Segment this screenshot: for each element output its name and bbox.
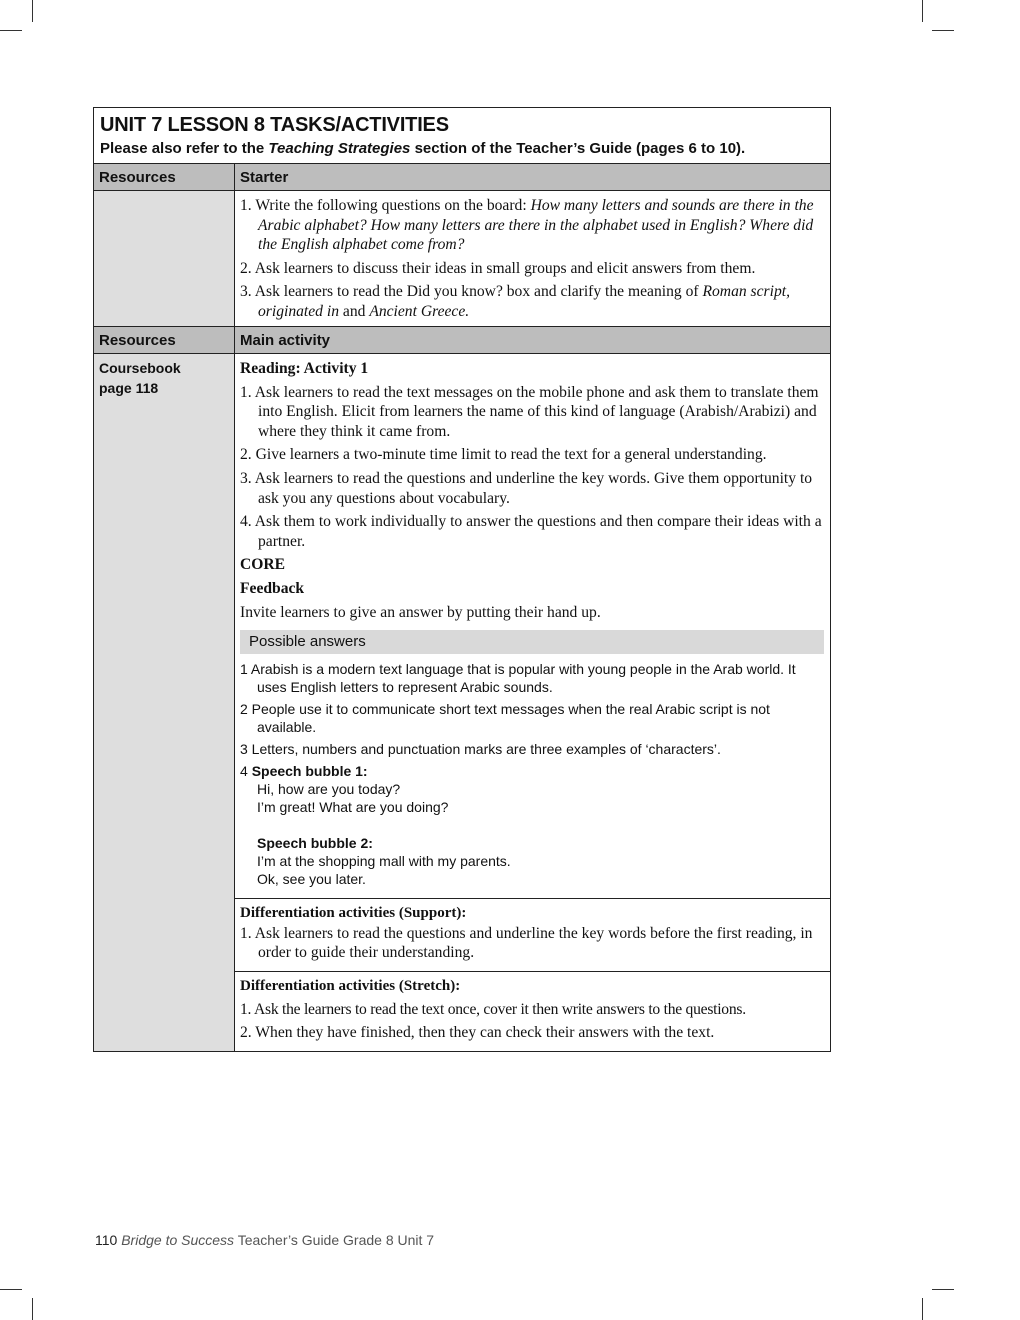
page-footer [95, 1232, 434, 1248]
text: and [339, 302, 370, 320]
list-item [240, 259, 824, 279]
em: Ancient Greece. [369, 302, 470, 320]
resources-header: Resources [94, 164, 235, 190]
crop-mark [922, 0, 923, 22]
resources-header: Resources [94, 327, 235, 353]
list-item: 2. Give learners a two-minute time limit to read the text for a general understanding. [240, 446, 767, 464]
num: 1. [240, 197, 256, 214]
list-item: 1. Ask learners to read the text messages on the mobile phone and ask them to translate them into English. Elicit from learners the name of this kind of language (Arabish/Arabizi) and where they think it came from. [240, 383, 819, 440]
activity-title: Reading: Activity 1 [240, 360, 369, 377]
line: Ok, see you later. [257, 871, 366, 888]
text: Write the following questions on the board: [255, 197, 531, 214]
coursebook-ref [94, 354, 234, 402]
text: Ask learners to discuss their ideas in small groups and elicit answers from them. [254, 259, 756, 277]
footer-text: Teacher’s Guide Grade 8 Unit 7 [234, 1232, 435, 1248]
line: I’m great! What are you doing? [257, 799, 449, 816]
stretch-section [235, 971, 830, 1051]
starter-row [94, 191, 830, 327]
title-block [94, 108, 830, 164]
book-title: Bridge to Success [121, 1232, 235, 1248]
support-title: Differentiation activities (Support): [240, 905, 467, 922]
page-number: 110 [95, 1232, 118, 1248]
main-row [94, 354, 830, 1051]
starter-header-row [94, 164, 830, 191]
bubble-title: Speech bubble 2: [257, 835, 373, 852]
num: 2. [240, 259, 255, 277]
crop-mark [922, 1298, 923, 1320]
stretch-title: Differentiation activities (Stretch): [240, 977, 461, 994]
em: Roman script, originated in [258, 283, 790, 320]
support-section [235, 898, 830, 971]
starter-content [235, 191, 830, 326]
list-item [240, 196, 824, 255]
starter-header: Starter [240, 169, 289, 186]
num: 3. [240, 283, 255, 301]
main-header-row [94, 327, 830, 354]
list-item: 3. Ask learners to read the questions and underline the key words. Give them opportunity to ask you any questions about vocabulary. [240, 469, 813, 507]
answer-item: 2 People use it to communicate short text messages when the real Arabic script is not available. [240, 701, 770, 736]
subtitle-post: section of the Teacher’s Guide (pages 6 to 10). [410, 140, 746, 157]
crop-mark [32, 0, 33, 22]
list-item [240, 282, 824, 321]
feedback-text: Invite learners to give an answer by putting their hand up. [240, 603, 601, 621]
list-item: 4. Ask them to work individually to answer the questions and then compare their ideas with a partner. [240, 513, 822, 550]
page-title: UNIT 7 LESSON 8 TASKS/ACTIVITIES [100, 114, 449, 136]
answer-item: 1 Arabish is a modern text language that is popular with young people in the Arab world. It uses English letters to represent Arabic sounds. [240, 661, 796, 696]
list-item: 2. When they have finished, then they can check their answers with the text. [240, 1024, 715, 1042]
crop-mark [32, 1298, 33, 1320]
list-item: 1. Ask the learners to read the text once, cover it then write answers to the questions. [240, 1000, 746, 1018]
list-item: 1. Ask learners to read the questions and underline the key words before the first reading, in order to guide their understanding. [240, 924, 813, 962]
crop-mark [0, 1289, 22, 1290]
starter-resources [94, 191, 235, 326]
main-activity-header: Main activity [240, 332, 331, 349]
subtitle-pre: Please also refer to the [100, 140, 269, 157]
feedback-title: Feedback [240, 579, 305, 597]
answer-item: 3 Letters, numbers and punctuation marks are three examples of ‘characters’. [240, 741, 721, 758]
crop-mark [932, 1289, 954, 1290]
bubble-title: Speech bubble 1: [251, 763, 368, 780]
lesson-table [93, 107, 831, 1052]
resource-line: page 118 [99, 380, 159, 396]
main-content [235, 354, 830, 1051]
core-label: CORE [240, 556, 286, 574]
crop-mark [0, 30, 22, 31]
crop-mark [932, 30, 954, 31]
subtitle-em: Teaching Strategies [268, 140, 411, 157]
subtitle [100, 138, 824, 160]
line: Hi, how are you today? [257, 781, 401, 798]
resource-line: Coursebook [99, 360, 181, 376]
main-resources [94, 354, 235, 1051]
em: How many letters and sounds are there in the Arabic alphabet? How many letters are there in the alphabet used in English? Where did the English alphabet come from? [258, 197, 814, 254]
possible-answers-title: Possible answers [240, 630, 824, 654]
answer-item [240, 762, 824, 888]
text: Ask learners to read the Did you know? box and clarify the meaning of [254, 283, 703, 301]
num: 4 [240, 763, 252, 780]
line: I’m at the shopping mall with my parents. [257, 853, 511, 870]
